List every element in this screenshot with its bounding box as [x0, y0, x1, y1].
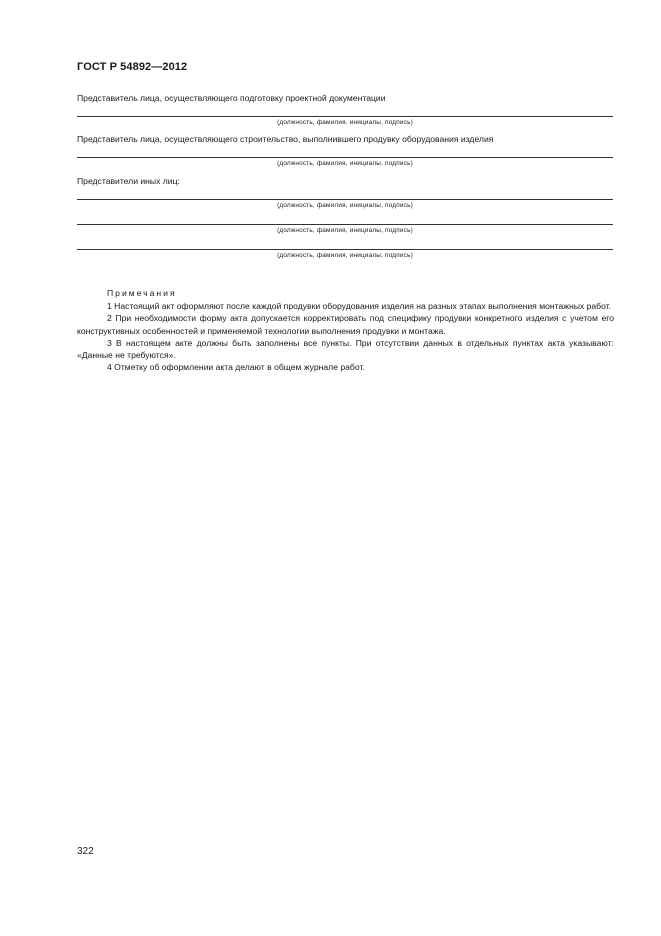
signature-caption: (должность, фамилия, инициалы, подпись) [277, 202, 413, 209]
page-number: 322 [77, 846, 94, 857]
signature-caption: (должность, фамилия. инициалы, подпись) [277, 119, 413, 126]
signature-block-design-representative [77, 93, 613, 127]
signature-caption: (должность, фамилия, инициалы, подпись) [277, 252, 413, 259]
note-item: 2 При необходимости форму акта допускается корректировать под специфику продувки конкретного изделия с учетом его конструктивных особенностей и применяемой технологии выполнения продувки и монтажа. [77, 313, 614, 336]
signature-line [77, 199, 613, 200]
signature-line [77, 116, 613, 117]
standard-designation: ГОСТ Р 54892—2012 [77, 61, 188, 73]
signature-label: Представитель лица, осуществляющего строительство, выполнившего продувку оборудования изделия [77, 134, 494, 144]
note-item: 3 В настоящем акте должны быть заполнены все пункты. При отсутствии данных в отдельных пунктах акта указывают: «Данные не требуются». [77, 337, 614, 361]
signature-line [77, 249, 613, 250]
note-item: 1 Настоящий акт оформляют после каждой продувки оборудования изделия на разных этапах выполнения монтажных работ. [107, 301, 612, 312]
signature-label: Представители иных лиц: [77, 176, 180, 186]
signature-label: Представитель лица, осуществляющего подготовку проектной документации [77, 93, 386, 103]
signature-line [77, 224, 613, 225]
signature-caption: (должность, фамилия, инициалы, подпись) [277, 227, 413, 234]
notes-title: Примечания [107, 288, 177, 298]
note-item: 4 Отметку об оформлении акта делают в общем журнале работ. [107, 362, 365, 373]
notes-section [77, 287, 614, 373]
signature-caption: (должность, фамилия, инициалы. подпись) [277, 160, 413, 167]
signature-block-construction-representative [77, 134, 613, 168]
signature-line [77, 157, 613, 158]
signature-block-other-representatives [77, 176, 613, 260]
